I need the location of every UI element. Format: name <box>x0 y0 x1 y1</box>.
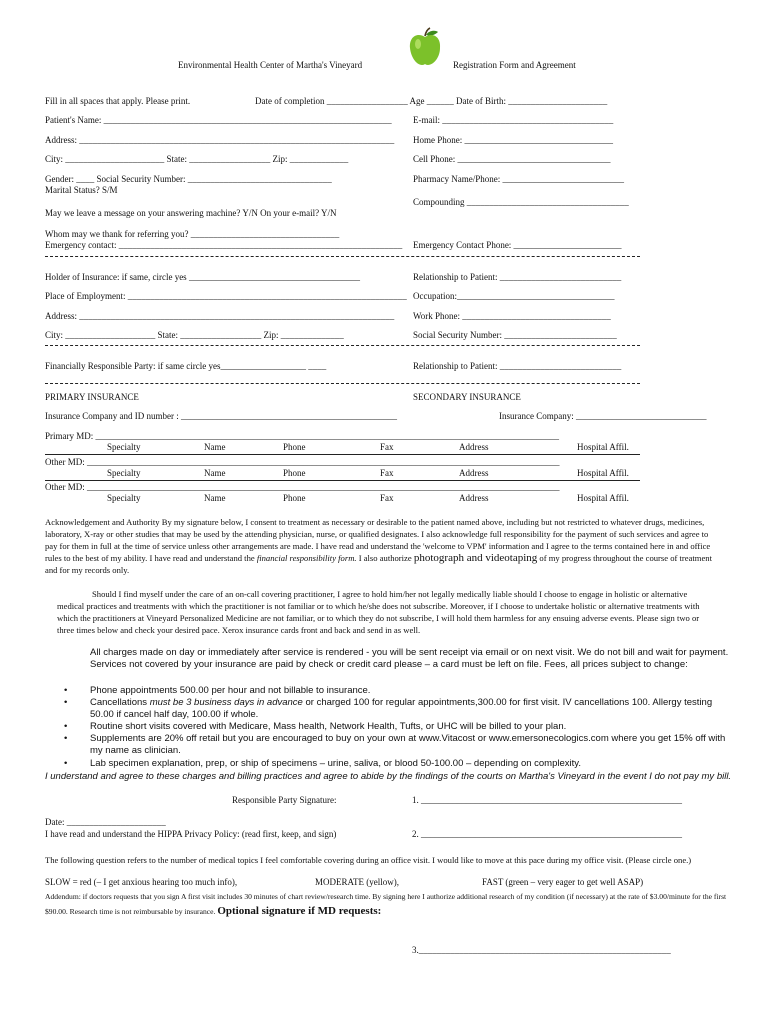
organization-name: Environmental Health Center of Martha's Vineyard <box>178 60 363 70</box>
signature-line-1[interactable]: 1. __________________________________________________________ <box>412 795 682 805</box>
pace-question: The following question refers to the number of medical topics I feel comfortable covering during an office visit. I would like to move at this pace during my office visit. (Please circle one.) <box>45 855 692 865</box>
leave-message-question[interactable]: May we leave a message on your answering machine? Y/N On your e-mail? Y/N <box>45 208 337 218</box>
md-col-fax: Fax <box>380 442 394 452</box>
secondary-insurance-company-field[interactable]: Insurance Company: _____________________________ <box>499 411 707 421</box>
hippa-statement: I have read and understand the HIPPA Privacy Policy: (read first, keep, and sign) <box>45 829 337 839</box>
acknowledgement-paragraph <box>45 516 718 576</box>
md-col-name: Name <box>204 493 226 503</box>
bullet-marker: • <box>64 685 68 696</box>
relationship-field[interactable]: Relationship to Patient: ___________________________ <box>413 272 622 282</box>
md-col-phone: Phone <box>283 468 306 478</box>
md-col-address: Address <box>459 468 489 478</box>
bullet-cancellations <box>90 697 730 721</box>
emergency-contact-field[interactable]: Emergency contact: _______________________________________________________________ <box>45 240 403 250</box>
section-divider <box>45 345 640 346</box>
md-col-address: Address <box>459 493 489 503</box>
other-md-field[interactable]: Other MD: _________________________________________________________________________________________________________ <box>45 482 560 492</box>
photograph-videotaping-text: photograph and videotaping <box>413 552 538 564</box>
other-md-field[interactable]: Other MD: _________________________________________________________________________________________________________ <box>45 457 560 467</box>
md-col-hospital: Hospital Affil. <box>577 442 629 452</box>
charges-text: All charges made on day or immediately after service is rendered - you will be sent receipt via email or on next visit. We do not bill and wait for payment. Services not covered by your insurance are paid by check or credit card please – a card must be left on file. Fees, all prices subject to change: <box>90 647 729 670</box>
form-title: Registration Form and Agreement <box>453 60 576 70</box>
bullet-marker: • <box>64 721 68 732</box>
md-col-specialty: Specialty <box>107 442 141 452</box>
md-col-fax: Fax <box>380 493 394 503</box>
pace-option-fast[interactable]: FAST (green – very eager to get well ASAP) <box>482 877 644 887</box>
employer-city-field[interactable]: City: ____________________ State: __________________ Zip: ______________ <box>45 330 344 340</box>
home-phone-field[interactable]: Home Phone: _________________________________ <box>413 135 613 145</box>
green-apple-icon <box>407 27 443 67</box>
bullet-marker: • <box>64 733 68 744</box>
md-col-fax: Fax <box>380 468 394 478</box>
md-col-specialty: Specialty <box>107 468 141 478</box>
liability-text: Should I find myself under the care of an on-call covering practitioner, I agree to hold him/her not legally medically liable should I choose to engage in holistic or alternative medical practices and treatments with which the practitioner is not familiar or to which he/she does not subscribe. Moreover, if I choose to undertake holistic or alternative treatments with which the practitioners at Vineyard Personalized Medicine are not familiar, or to which they do not subscribe, I will hold them harmless for any ensuing adverse events. Please sign two or three times below and check your desired pace. Xerox insurance cards front and back and send in as well. <box>57 589 700 635</box>
responsible-party-signature-label: Responsible Party Signature: <box>232 795 337 805</box>
md-col-specialty: Specialty <box>107 493 141 503</box>
gender-ssn-field[interactable]: Gender: ____ Social Security Number: ________________________________ <box>45 174 332 184</box>
emergency-phone-field[interactable]: Emergency Contact Phone: ________________________ <box>413 240 622 250</box>
md-col-hospital: Hospital Affil. <box>577 493 629 503</box>
fill-instructions: Fill in all spaces that apply. Please print. <box>45 96 191 106</box>
referral-field[interactable]: Whom may we thank for referring you? _________________________________ <box>45 229 340 239</box>
md-col-name: Name <box>204 468 226 478</box>
row-divider <box>45 480 640 481</box>
city-state-zip-field[interactable]: City: ______________________ State: __________________ Zip: _____________ <box>45 154 349 164</box>
work-phone-field[interactable]: Work Phone: _________________________________ <box>413 311 611 321</box>
addendum-text: Addendum: if doctors requests that you sign A first visit includes 30 minutes of chart review/research time. By signing here I authorize additional research of my condition (if necessary) at the rate of $3.00/minute for the first $90.00. Research time is not reimbursable by insurance. <box>45 892 727 916</box>
signature-line-3[interactable]: 3.________________________________________________________ <box>412 945 671 955</box>
date-of-completion-field[interactable]: Date of completion __________________ Age ______ Date of Birth: ______________________ <box>255 96 608 106</box>
section-divider <box>45 256 640 257</box>
bullet-supplements: Supplements are 20% off retail but you are encouraged to buy on your own at www.Vitacost or www.emersonecologics.com where you get 15% off with my name as clinician. <box>90 733 726 756</box>
optional-signature-label: Optional signature if MD requests: <box>217 905 382 917</box>
billing-agreement-statement: I understand and agree to these charges and billing practices and agree to abide by the findings of the courts on Martha's Vineyard in the event I do not pay my bill. <box>45 771 732 782</box>
md-col-phone: Phone <box>283 493 306 503</box>
primary-insurance-heading: PRIMARY INSURANCE <box>45 392 139 402</box>
primary-md-field[interactable]: Primary MD: _______________________________________________________________________________________________________ <box>45 431 559 441</box>
charges-paragraph <box>90 647 730 671</box>
liability-paragraph <box>57 588 715 636</box>
pace-option-moderate[interactable]: MODERATE (yellow), <box>315 877 399 887</box>
bullet-phone-appointments: Phone appointments 500.00 per hour and not billable to insurance. <box>90 685 371 696</box>
holder-ssn-field[interactable]: Social Security Number: _________________________ <box>413 330 617 340</box>
bullet-marker: • <box>64 758 68 769</box>
occupation-field[interactable]: Occupation:___________________________________ <box>413 291 615 301</box>
cancellations-fees: or charged 100 for regular appointments,300.00 for first visit. IV cancellations 100. Allergy testing 50.00 if cancel half day, 100.00 if whole. <box>90 697 713 720</box>
employment-field[interactable]: Place of Employment: ______________________________________________________________ <box>45 291 407 301</box>
section-divider <box>45 383 640 384</box>
cancellations-label: Cancellations <box>90 697 148 708</box>
md-col-name: Name <box>204 442 226 452</box>
insurance-holder-field[interactable]: Holder of Insurance: if same, circle yes ______________________________________ <box>45 272 360 282</box>
financial-form-reference: financial responsibility form. <box>256 553 357 563</box>
financial-relationship-field[interactable]: Relationship to Patient: ___________________________ <box>413 361 622 371</box>
patient-name-field[interactable]: Patient's Name: ________________________________________________________________ <box>45 115 392 125</box>
compounding-field[interactable]: Compounding ____________________________________ <box>413 197 629 207</box>
bullet-marker: • <box>64 697 68 708</box>
md-col-phone: Phone <box>283 442 306 452</box>
addendum-paragraph <box>45 890 735 919</box>
email-field[interactable]: E-mail: ______________________________________ <box>413 115 614 125</box>
pharmacy-field[interactable]: Pharmacy Name/Phone: ___________________________ <box>413 174 624 184</box>
row-divider <box>45 454 640 455</box>
records-text: of my progress throughout the course of treatment and for my records only. <box>45 553 712 575</box>
pace-option-slow[interactable]: SLOW = red (– I get anxious hearing too much info), <box>45 877 238 887</box>
cell-phone-field[interactable]: Cell Phone: __________________________________ <box>413 154 611 164</box>
bullet-lab-specimen: Lab specimen explanation, prep, or ship of specimens – urine, saliva, or blood 50-100.00 – depending on complexity. <box>90 758 581 769</box>
authorize-text: I also authorize <box>358 553 412 563</box>
marital-status-field[interactable]: Marital Status? S/M <box>45 185 118 195</box>
secondary-insurance-heading: SECONDARY INSURANCE <box>413 392 521 402</box>
employer-address-field[interactable]: Address: ______________________________________________________________________ <box>45 311 395 321</box>
md-col-address: Address <box>459 442 489 452</box>
cancellations-notice: must be 3 business days in advance <box>149 697 303 708</box>
financial-party-field[interactable]: Financially Responsible Party: if same circle yes___________________ ____ <box>45 361 327 371</box>
bullet-insurance-billing: Routine short visits covered with Medicare, Mass health, Network Health, Tufts, or UHC will be billed to your plan. <box>90 721 567 732</box>
acknowledgement-text: Acknowledgement and Authority By my signature below, I consent to treatment as necessary or desirable to the patient named above, including but not restricted to whatever drugs, medicines, laboratory, X-ray or other studies that may be used by the attending physician, nurse, or qualified designates. I also acknowledge full responsibility for the payment of such services and agree to pay for them in full at the time of service unless other arrangements are made. I have read and understand the 'welcome to VPM' information and I agree to the terms contained here in and office rules to the best of my ability. I have read and understand the <box>45 517 711 563</box>
signature-line-2[interactable]: 2. __________________________________________________________ <box>412 829 682 839</box>
date-field[interactable]: Date: ______________________ <box>45 817 166 827</box>
address-field[interactable]: Address: ______________________________________________________________________ <box>45 135 395 145</box>
md-col-hospital: Hospital Affil. <box>577 468 629 478</box>
insurance-company-id-field[interactable]: Insurance Company and ID number : ________________________________________________ <box>45 411 397 421</box>
